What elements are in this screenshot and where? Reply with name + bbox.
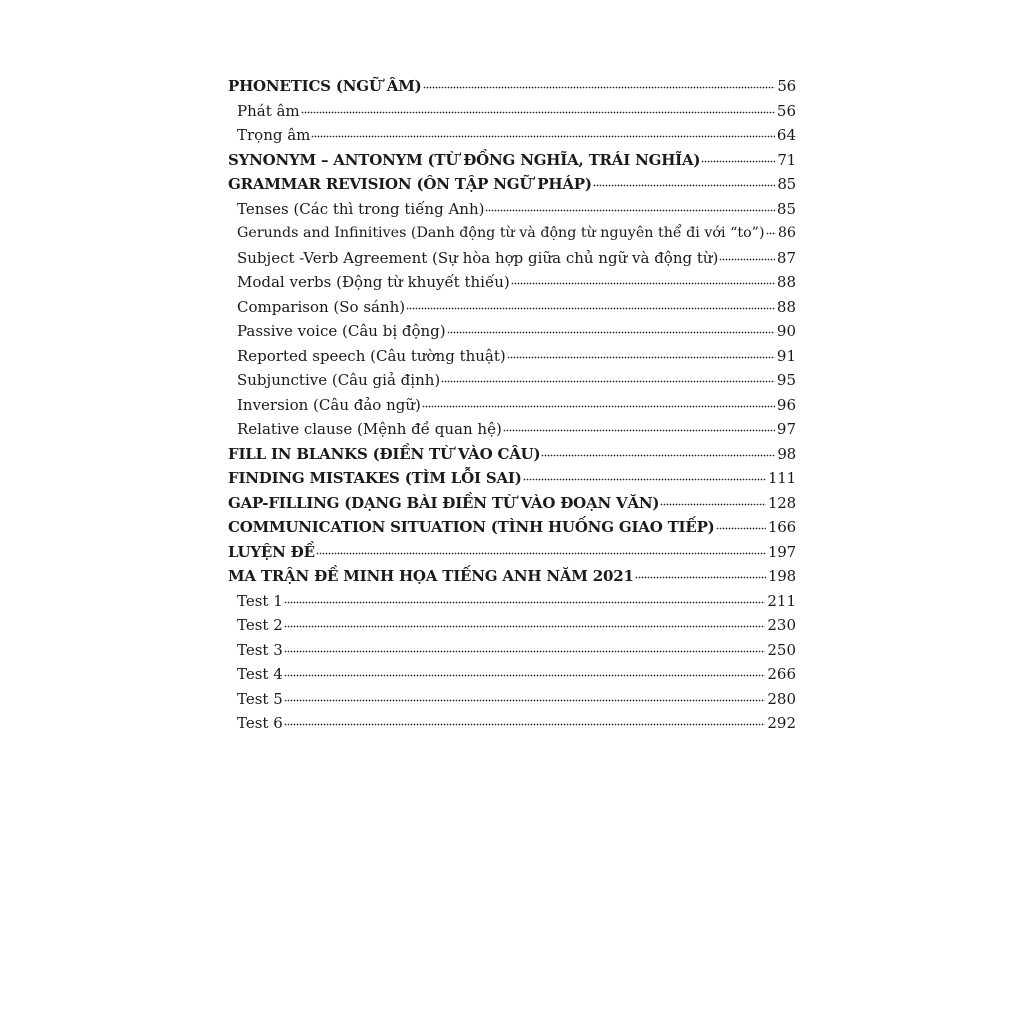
toc-entry-title: MA TRẬN ĐỀ MINH HỌA TIẾNG ANH NĂM 2021: [228, 567, 634, 585]
toc-entry-title: LUYỆN ĐỀ: [228, 542, 315, 561]
toc-section-entry[interactable]: [228, 442, 796, 467]
toc-subsection-entry[interactable]: [228, 295, 796, 320]
toc-entry-page-number: 71: [777, 150, 796, 169]
toc-entry-title: Test 4: [237, 665, 283, 683]
toc-subsection-entry[interactable]: [228, 687, 796, 712]
toc-entry-title: FILL IN BLANKS (ĐIỀN TỪ VÀO CÂU): [228, 444, 541, 463]
toc-section-entry[interactable]: [228, 172, 796, 197]
toc-dot-leader: [316, 552, 766, 556]
toc-entry-page-number: 230: [767, 616, 796, 634]
toc-subsection-entry[interactable]: [228, 197, 796, 222]
toc-entry-page-number: 88: [776, 297, 796, 316]
toc-dot-leader: [284, 601, 766, 605]
toc-subsection-entry[interactable]: [228, 638, 796, 663]
toc-entry-title: PHONETICS (NGỮ ÂM): [228, 77, 422, 95]
toc-dot-leader: [766, 232, 776, 236]
toc-entry-title: GAP-FILLING (DẠNG BÀI ĐIỀN TỪ VÀO ĐOẠN VĂN): [228, 493, 660, 512]
toc-subsection-entry[interactable]: [228, 417, 796, 442]
toc-dot-leader: [301, 111, 775, 115]
toc-dot-leader: [511, 282, 775, 286]
toc-subsection-entry[interactable]: [228, 589, 796, 614]
toc-entry-title: Subjunctive (Câu giả định): [237, 371, 441, 389]
toc-entry-title: GRAMMAR REVISION (ÔN TẬP NGỮ PHÁP): [228, 175, 592, 193]
toc-section-entry[interactable]: [228, 515, 796, 540]
toc-entry-page-number: 88: [776, 273, 796, 291]
toc-entry-title: Test 1: [237, 591, 283, 610]
toc-dot-leader: [593, 184, 776, 188]
toc-dot-leader: [635, 576, 766, 580]
toc-dot-leader: [406, 307, 775, 311]
toc-dot-leader: [485, 209, 774, 213]
toc-entry-title: Gerunds and Infinitives (Danh động từ và động từ nguyên thể đi với “to”): [237, 225, 765, 241]
toc-section-entry[interactable]: [228, 74, 796, 99]
toc-dot-leader: [423, 86, 776, 90]
toc-subsection-entry[interactable]: [228, 613, 796, 638]
toc-entry-page-number: 166: [767, 518, 796, 536]
toc-entry-page-number: 266: [767, 665, 796, 683]
toc-dot-leader: [716, 527, 766, 531]
toc-subsection-entry[interactable]: [228, 711, 796, 736]
toc-entry-title: COMMUNICATION SITUATION (TÌNH HUỐNG GIAO TIẾP): [228, 518, 715, 536]
toc-subsection-entry[interactable]: [228, 344, 796, 369]
toc-subsection-entry[interactable]: [228, 123, 796, 148]
toc-subsection-entry[interactable]: [228, 662, 796, 687]
toc-entry-title: SYNONYM – ANTONYM (TỪ ĐỒNG NGHĨA, TRÁI NGHĨA): [228, 150, 701, 169]
toc-dot-leader: [701, 160, 775, 164]
toc-dot-leader: [422, 405, 775, 409]
toc-entry-title: Test 3: [237, 640, 283, 659]
toc-section-entry[interactable]: [228, 148, 796, 173]
toc-entry-title: Relative clause (Mệnh đề quan hệ): [237, 420, 502, 438]
toc-subsection-entry[interactable]: [228, 270, 796, 295]
toc-entry-title: Test 2: [237, 616, 283, 634]
toc-entry-page-number: 111: [767, 469, 796, 487]
toc-section-entry[interactable]: [228, 491, 796, 516]
toc-entry-page-number: 280: [767, 689, 796, 708]
toc-entry-page-number: 211: [767, 591, 796, 610]
toc-entry-title: FINDING MISTAKES (TÌM LỖI SAI): [228, 469, 522, 487]
toc-entry-page-number: 85: [776, 199, 796, 218]
toc-entry-page-number: 95: [776, 371, 796, 389]
toc-subsection-entry[interactable]: [228, 246, 796, 271]
toc-entry-page-number: 97: [776, 420, 796, 438]
toc-dot-leader: [507, 356, 775, 360]
toc-entry-page-number: 85: [777, 175, 796, 193]
toc-dot-leader: [284, 650, 766, 654]
toc-entry-title: Test 5: [237, 689, 283, 708]
toc-subsection-entry[interactable]: [228, 319, 796, 344]
toc-dot-leader: [660, 503, 766, 507]
toc-entry-title: Test 6: [237, 714, 283, 732]
toc-entry-title: Passive voice (Câu bị động): [237, 322, 446, 340]
toc-entry-page-number: 197: [767, 542, 796, 561]
toc-entry-page-number: 96: [776, 395, 796, 414]
toc-entry-title: Comparison (So sánh): [237, 297, 406, 316]
toc-entry-page-number: 64: [776, 126, 796, 144]
toc-entry-page-number: 250: [767, 640, 796, 659]
toc-section-entry[interactable]: [228, 466, 796, 491]
toc-subsection-entry[interactable]: [228, 221, 796, 246]
toc-entry-title: Modal verbs (Động từ khuyết thiếu): [237, 273, 510, 291]
toc-dot-leader: [284, 723, 766, 727]
toc-dot-leader: [441, 380, 775, 384]
toc-dot-leader: [311, 135, 775, 139]
toc-entry-title: Tenses (Các thì trong tiếng Anh): [237, 199, 485, 218]
toc-entry-page-number: 56: [777, 77, 796, 95]
toc-entry-title: Subject -Verb Agreement (Sự hòa hợp giữa chủ ngữ và động từ): [237, 248, 719, 267]
toc-entry-page-number: 292: [767, 714, 796, 732]
toc-dot-leader: [523, 478, 766, 482]
toc-entry-page-number: 198: [767, 567, 796, 585]
toc-section-entry[interactable]: [228, 564, 796, 589]
toc-subsection-entry[interactable]: [228, 368, 796, 393]
toc-entry-page-number: 98: [777, 444, 796, 463]
toc-entry-title: Reported speech (Câu tường thuật): [237, 346, 506, 365]
toc-entry-title: Phát âm: [237, 101, 300, 120]
toc-dot-leader: [447, 331, 775, 335]
toc-subsection-entry[interactable]: [228, 393, 796, 418]
toc-entry-page-number: 91: [776, 346, 796, 365]
toc-dot-leader: [503, 429, 775, 433]
toc-dot-leader: [284, 674, 766, 678]
table-of-contents: [228, 74, 796, 736]
toc-subsection-entry[interactable]: [228, 99, 796, 124]
toc-entry-page-number: 87: [776, 248, 796, 267]
toc-dot-leader: [284, 625, 766, 629]
toc-entry-page-number: 128: [767, 493, 796, 512]
toc-dot-leader: [284, 699, 766, 703]
toc-dot-leader: [541, 454, 775, 458]
toc-entry-title: Trọng âm: [237, 126, 311, 144]
toc-dot-leader: [719, 258, 775, 262]
toc-entry-page-number: 90: [776, 322, 796, 340]
toc-section-entry[interactable]: [228, 540, 796, 565]
toc-entry-page-number: 86: [777, 225, 796, 241]
toc-entry-page-number: 56: [776, 101, 796, 120]
toc-entry-title: Inversion (Câu đảo ngữ): [237, 395, 421, 414]
